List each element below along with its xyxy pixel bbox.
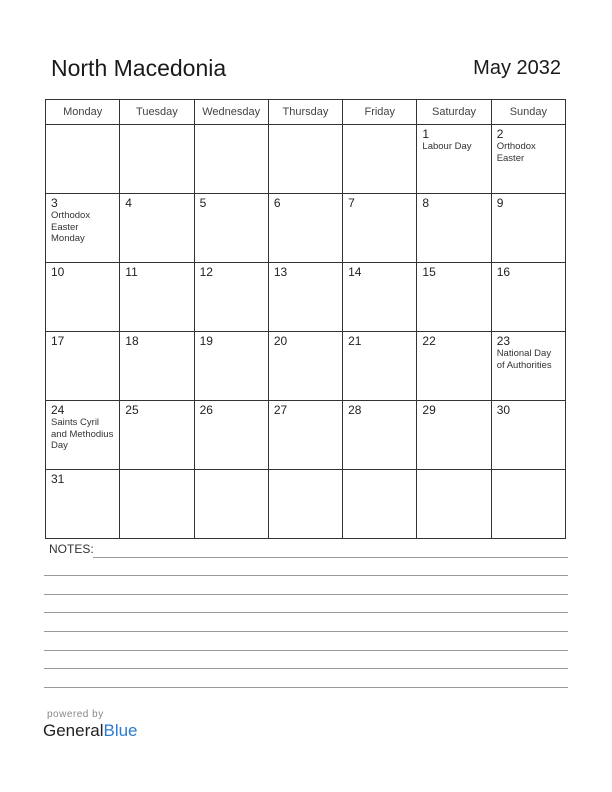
- day-cell[interactable]: [268, 125, 342, 194]
- day-cell[interactable]: [491, 401, 565, 470]
- holiday-label: Orthodox Easter: [496, 141, 536, 164]
- calendar-country-title: North Macedonia: [51, 55, 227, 81]
- note-line: [44, 631, 568, 632]
- note-line: [44, 650, 568, 651]
- holiday-label: Orthodox Easter Monday: [51, 210, 91, 244]
- holiday-label: Labour Day: [422, 141, 472, 152]
- day-cell[interactable]: [343, 332, 417, 401]
- day-number: 23: [496, 334, 511, 348]
- day-cell[interactable]: [120, 332, 194, 401]
- day-cell[interactable]: [491, 194, 565, 263]
- holiday-label: National Day of Authorities: [496, 348, 552, 371]
- day-cell[interactable]: [417, 332, 491, 401]
- day-number: 26: [199, 403, 213, 417]
- day-number: 13: [273, 265, 288, 279]
- day-cell[interactable]: [120, 125, 194, 194]
- day-number: 10: [51, 265, 65, 279]
- week-row: [46, 194, 566, 263]
- day-cell[interactable]: [194, 332, 268, 401]
- day-cell[interactable]: [343, 125, 417, 194]
- weekday-header: Saturday: [417, 100, 491, 125]
- notes-label: NOTES:: [49, 542, 94, 556]
- powered-by-text: powered by: [47, 709, 104, 720]
- note-line: [44, 668, 568, 669]
- day-number: 19: [199, 334, 213, 348]
- day-cell[interactable]: [46, 470, 120, 539]
- holiday-label: Saints Cyril and Methodius Day: [51, 417, 114, 451]
- day-number: 28: [348, 403, 362, 417]
- weekday-header: Wednesday: [194, 100, 268, 125]
- day-number: 2: [496, 127, 504, 141]
- day-cell[interactable]: [194, 263, 268, 332]
- weekday-header: Friday: [343, 100, 417, 125]
- brand-general: General: [43, 721, 104, 740]
- brand-blue: Blue: [103, 721, 138, 740]
- day-cell[interactable]: [268, 263, 342, 332]
- day-number: 27: [273, 403, 288, 417]
- day-number: 7: [348, 196, 355, 210]
- week-row: [46, 332, 566, 401]
- day-cell[interactable]: [46, 401, 120, 470]
- day-cell[interactable]: [417, 194, 491, 263]
- day-cell[interactable]: [194, 194, 268, 263]
- weekday-header: Monday: [46, 100, 120, 125]
- day-number: 4: [125, 196, 132, 210]
- day-cell[interactable]: [491, 332, 565, 401]
- day-number: 5: [199, 196, 207, 210]
- day-number: 18: [125, 334, 139, 348]
- note-line: [44, 594, 568, 595]
- day-cell[interactable]: [46, 332, 120, 401]
- day-cell[interactable]: [194, 401, 268, 470]
- weekday-header-row: [46, 100, 566, 125]
- day-number: 16: [496, 265, 511, 279]
- day-number: 3: [51, 196, 58, 210]
- calendar-grid: [45, 99, 566, 539]
- day-cell[interactable]: [268, 332, 342, 401]
- day-number: 8: [422, 196, 430, 210]
- day-number: 17: [51, 334, 65, 348]
- day-cell[interactable]: [417, 401, 491, 470]
- day-cell[interactable]: [343, 470, 417, 539]
- day-number: 24: [51, 403, 65, 417]
- day-cell[interactable]: [491, 470, 565, 539]
- weekday-header: Sunday: [491, 100, 565, 125]
- day-cell[interactable]: [491, 125, 565, 194]
- day-cell[interactable]: [417, 470, 491, 539]
- day-cell[interactable]: [491, 263, 565, 332]
- day-number: 25: [125, 403, 139, 417]
- day-cell[interactable]: [46, 194, 120, 263]
- day-cell[interactable]: [120, 470, 194, 539]
- weekday-header: Thursday: [268, 100, 342, 125]
- day-cell[interactable]: [120, 401, 194, 470]
- week-row: [46, 401, 566, 470]
- note-line: [44, 575, 568, 576]
- day-cell[interactable]: [343, 263, 417, 332]
- day-cell[interactable]: [120, 194, 194, 263]
- day-number: 21: [348, 334, 362, 348]
- day-number: 22: [422, 334, 436, 348]
- day-number: 9: [496, 196, 504, 210]
- day-number: 14: [348, 265, 362, 279]
- calendar-month-year: May 2032: [473, 57, 561, 79]
- day-number: 29: [422, 403, 436, 417]
- note-line: [93, 557, 568, 558]
- week-row: [46, 470, 566, 539]
- day-number: 30: [496, 403, 511, 417]
- day-cell[interactable]: [46, 125, 120, 194]
- day-cell[interactable]: [343, 401, 417, 470]
- day-cell[interactable]: [417, 263, 491, 332]
- day-cell[interactable]: [268, 401, 342, 470]
- week-row: [46, 263, 566, 332]
- note-line: [44, 612, 568, 613]
- day-number: 31: [51, 472, 65, 486]
- day-number: 20: [273, 334, 288, 348]
- day-cell[interactable]: [120, 263, 194, 332]
- note-line: [44, 687, 568, 688]
- day-cell[interactable]: [417, 125, 491, 194]
- day-cell[interactable]: [268, 194, 342, 263]
- day-cell[interactable]: [194, 470, 268, 539]
- day-cell[interactable]: [268, 470, 342, 539]
- day-number: 1: [422, 127, 430, 141]
- day-number: 12: [199, 265, 213, 279]
- day-cell[interactable]: [194, 125, 268, 194]
- weekday-header: Tuesday: [120, 100, 194, 125]
- day-cell[interactable]: [343, 194, 417, 263]
- day-number: 6: [273, 196, 281, 210]
- day-number: 15: [422, 265, 436, 279]
- day-number: 11: [125, 265, 138, 279]
- generalblue-logo[interactable]: [43, 721, 138, 741]
- week-row: [46, 125, 566, 194]
- day-cell[interactable]: [46, 263, 120, 332]
